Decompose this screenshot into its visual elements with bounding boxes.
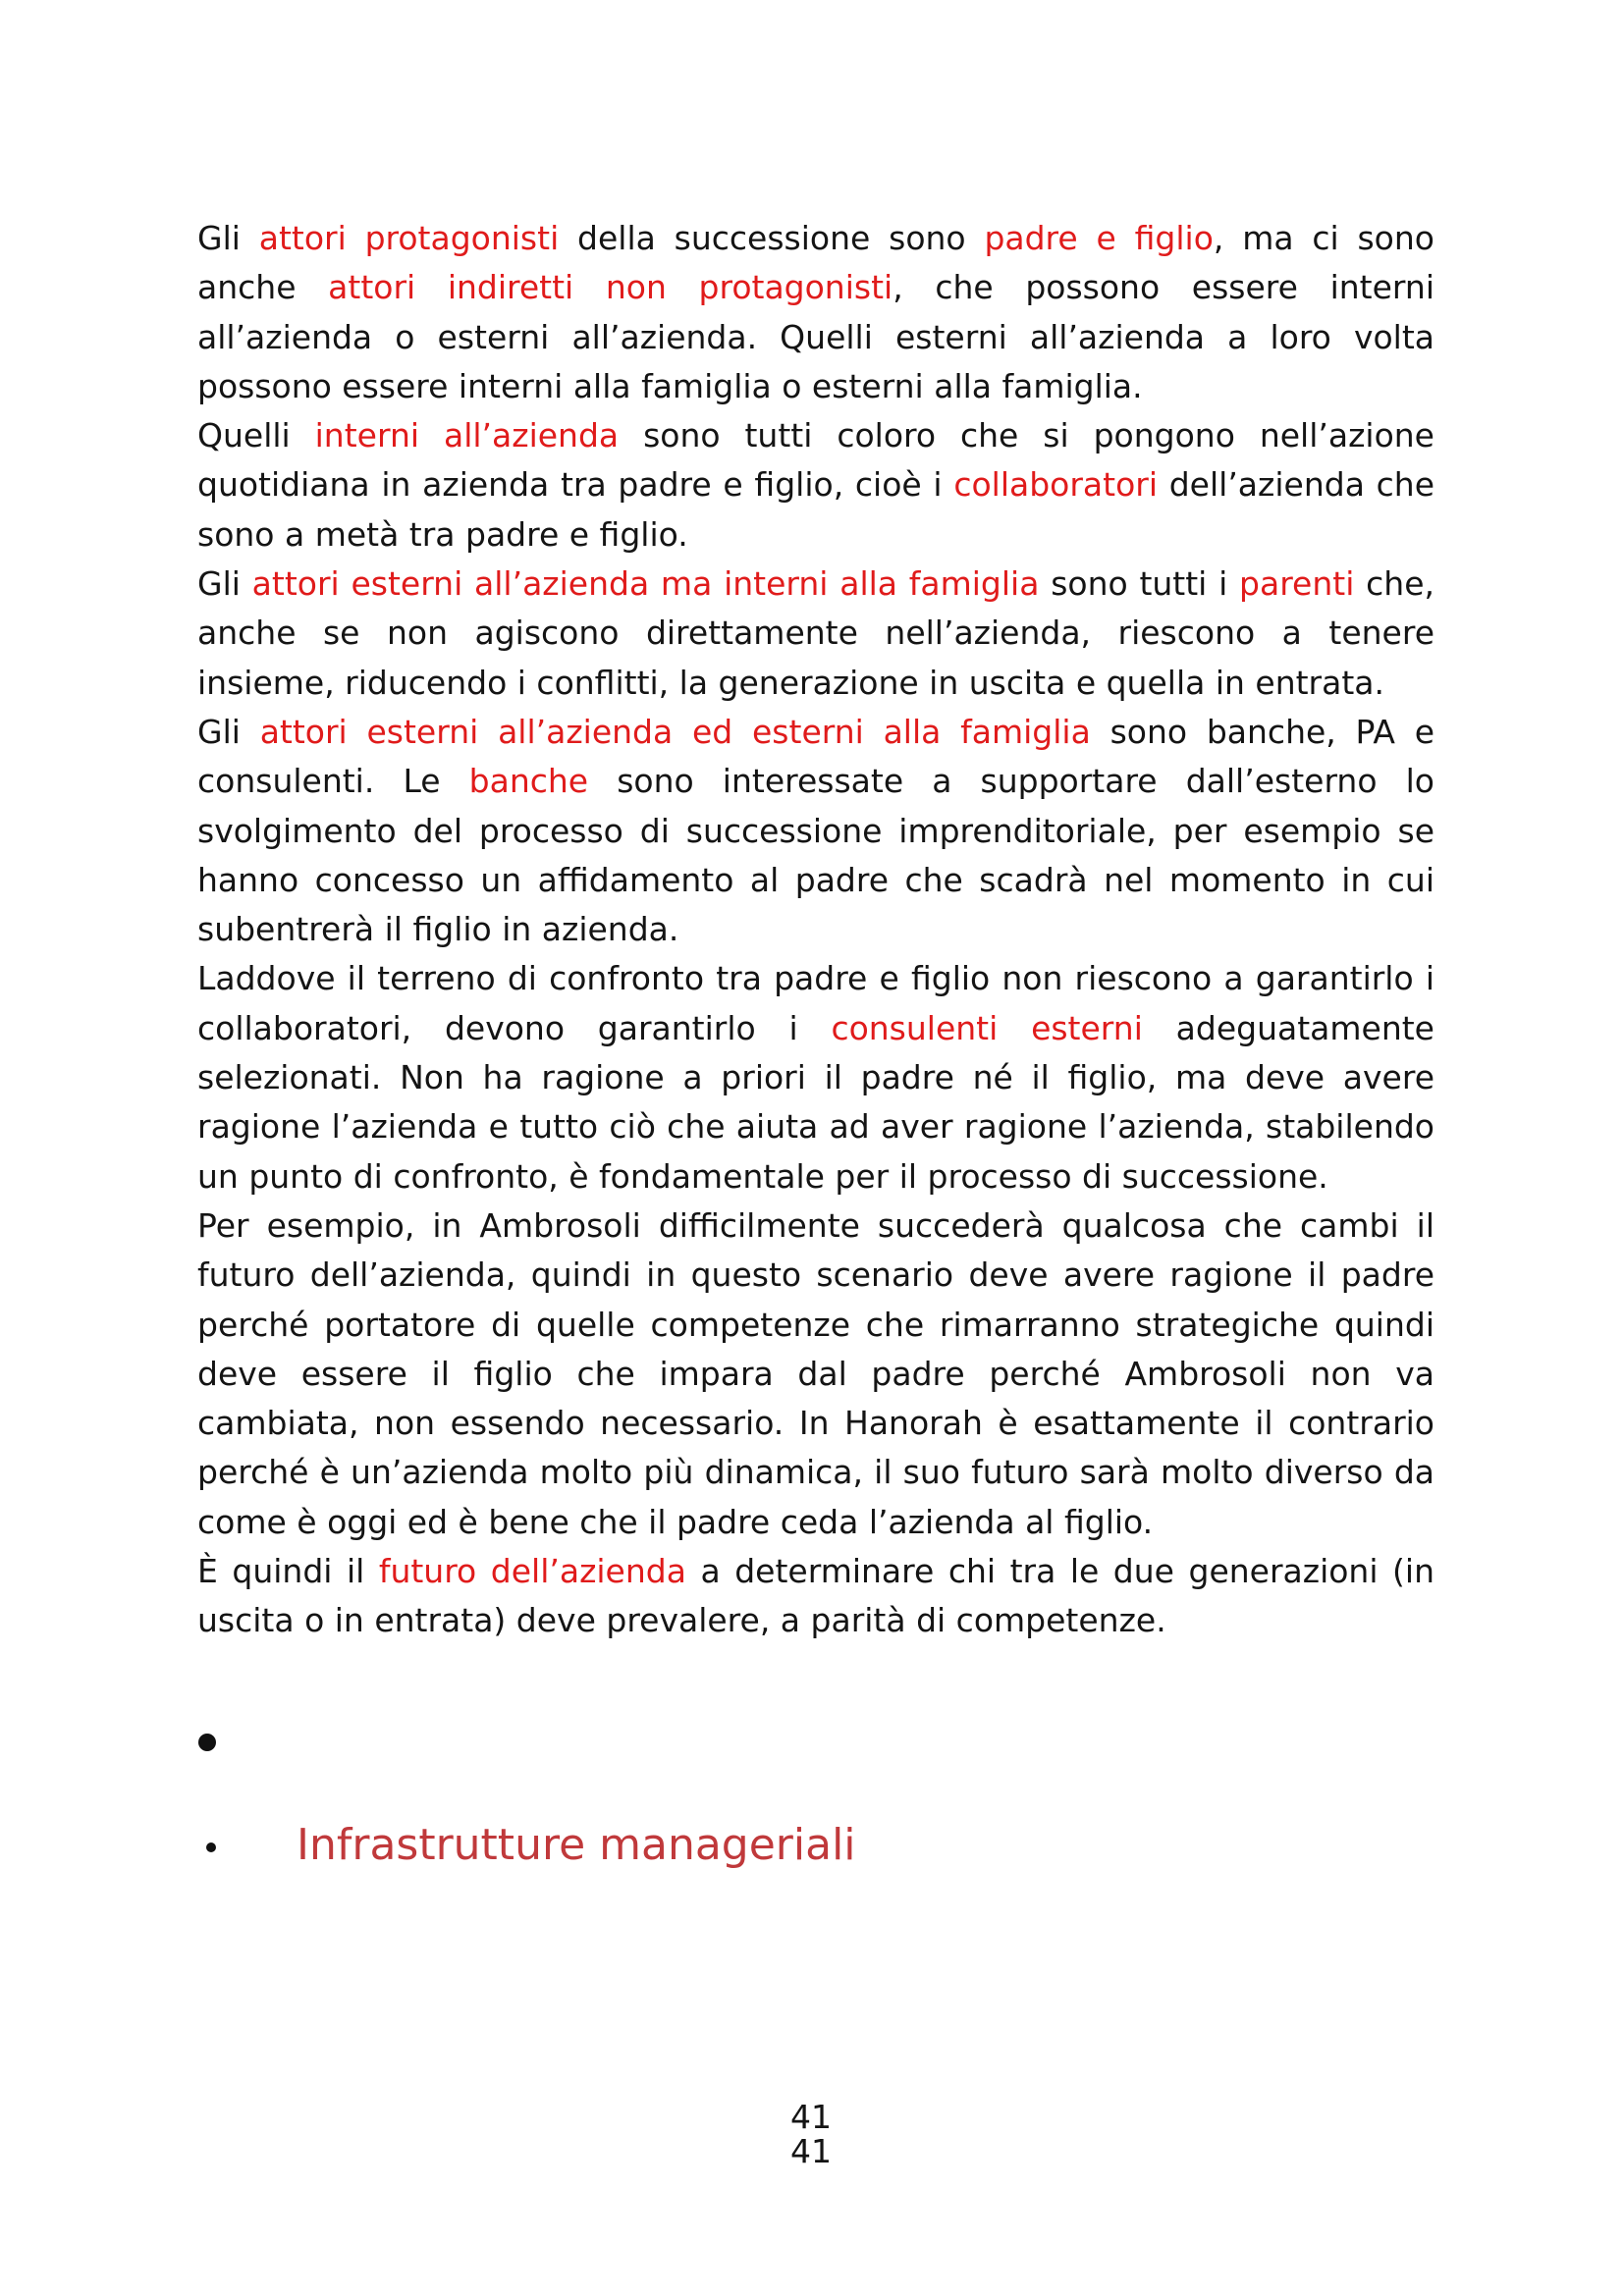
highlighted-term: attori esterni all’azienda ma interni alla famiglia (251, 564, 1040, 604)
page-number-duplicate: 41 (790, 2132, 832, 2170)
text-run: Gli (197, 564, 252, 604)
text-run: Per esempio, in Ambrosoli difficilmente succederà qualcosa che cambi il futuro dell’azienda, quindi in questo scenario deve avere ragione il padre perché portatore di quelle competenze che rimarranno strategiche quindi deve essere il figlio che impara dal padre perché Ambrosoli non va cambiata, non essendo necessario. In Hanorah è esattamente il contrario perché è un’azienda molto più dinamica, il suo futuro sarà molto diverso da come è oggi ed è bene che il padre ceda l’azienda al figlio. (197, 1205, 1434, 1541)
paragraph (197, 1547, 1434, 1646)
text-run: a determinare chi tra le due generazioni (in uscita o in entrata) deve prevalere, a parità di competenze. (197, 1552, 1435, 1640)
paragraph (197, 214, 1434, 411)
highlighted-term: parenti (1239, 564, 1355, 604)
paragraph (197, 560, 1434, 708)
highlighted-term: banche (468, 762, 589, 801)
text-run: , ma ci sono anche (197, 219, 1434, 307)
body-text (197, 214, 1434, 1646)
highlighted-term: attori esterni all’azienda ed esterni alla famiglia (259, 712, 1091, 751)
highlighted-term: consulenti esterni (831, 1008, 1143, 1047)
text-run: È quindi il (197, 1552, 379, 1591)
highlighted-term: padre e figlio (984, 219, 1214, 257)
paragraph (197, 954, 1434, 1201)
empty-list-bullet (198, 1734, 216, 1751)
highlighted-term: attori indiretti non protagonisti (328, 268, 893, 307)
paragraph (197, 708, 1434, 954)
text-run: sono tutti coloro che si pongono nell’azione quotidiana in azienda tra padre e figlio, cioè i (197, 416, 1434, 505)
highlighted-term: attori protagonisti (258, 219, 560, 257)
text-run: sono interessate a supportare dall’esterno lo svolgimento del processo di successione imprenditoriale, per esempio se hanno concesso un affidamento al padre che scadrà nel momento in cui subentrerà il figlio in azienda. (197, 762, 1434, 949)
text-run: che, anche se non agiscono direttamente nell’azienda, riescono a tenere insieme, riducendo i conflitti, la generazione in uscita e quella in entrata. (197, 564, 1435, 702)
text-run: sono banche, PA e consulenti. Le (197, 712, 1434, 801)
page-number: 41 (790, 2098, 832, 2136)
text-run: sono tutti i (1039, 564, 1240, 604)
text-run: adeguatamente selezionati. Non ha ragione a priori il padre né il figlio, ma deve avere ragione l’azienda e tutto ciò che aiuta ad aver ragione l’azienda, stabilendo un punto di confronto, è fondamentale per il processo di successione. (197, 1008, 1434, 1196)
text-run: Laddove il terreno di confronto tra padre e figlio non riescono a garantirlo i collaboratori, devono garantirlo i (197, 959, 1434, 1047)
highlighted-term: collaboratori (953, 465, 1159, 505)
text-run: Gli (197, 712, 260, 751)
text-run: Gli (197, 219, 259, 257)
text-run: Quelli (197, 416, 315, 455)
text-run: della successione sono (559, 219, 985, 257)
heading-list-bullet (206, 1842, 216, 1852)
paragraph (197, 1201, 1434, 1547)
text-run: dell’azienda che sono a metà tra padre e figlio. (197, 465, 1434, 554)
highlighted-term: futuro dell’azienda (378, 1552, 686, 1591)
paragraph (197, 411, 1434, 560)
highlighted-term: interni all’azienda (314, 416, 620, 455)
section-heading: Infrastrutture manageriali (297, 1820, 856, 1870)
text-run: , che possono essere interni all’azienda o esterni all’azienda. Quelli esterni all’azienda a loro volta possono essere interni alla famiglia o esterni alla famiglia. (197, 268, 1434, 405)
